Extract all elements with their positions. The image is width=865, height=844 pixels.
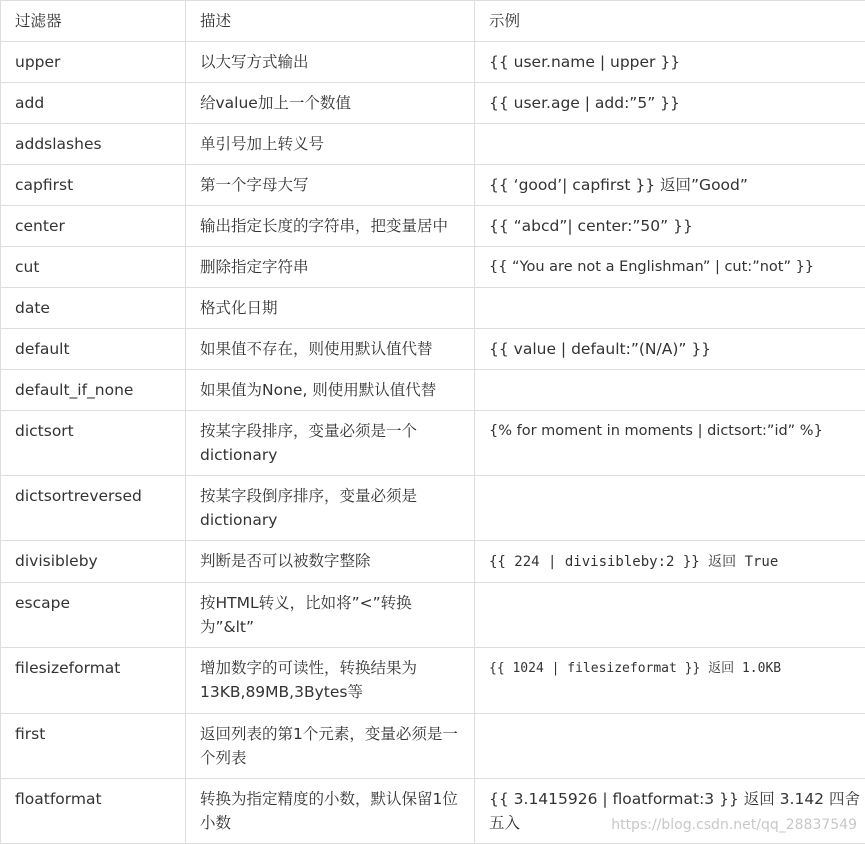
filter-example: {{ 224 | divisibleby:2 }} 返回 True	[475, 541, 865, 583]
filter-description: 按某字段倒序排序，变量必须是dictionary	[186, 476, 475, 541]
filter-description: 给value加上一个数值	[186, 83, 475, 124]
filter-description: 单引号加上转义号	[186, 124, 475, 165]
table-header-row	[1, 1, 865, 42]
table-row	[1, 370, 865, 411]
table-row	[1, 206, 865, 247]
table-row	[1, 583, 865, 648]
table-row	[1, 83, 865, 124]
filter-description: 格式化日期	[186, 288, 475, 329]
filter-name: dictsortreversed	[1, 476, 186, 541]
filter-description: 删除指定字符串	[186, 247, 475, 288]
filter-name: default_if_none	[1, 370, 186, 411]
table-row	[1, 648, 865, 714]
filter-description: 返回列表的第1个元素，变量必须是一个列表	[186, 714, 475, 779]
filter-description: 增加数字的可读性，转换结果为13KB,89MB,3Bytes等	[186, 648, 475, 714]
filter-name: upper	[1, 42, 186, 83]
table-row	[1, 329, 865, 370]
table-row	[1, 288, 865, 329]
watermark-text: https://blog.csdn.net/qq_28837549	[611, 817, 857, 833]
filter-example	[475, 288, 865, 329]
filter-name: first	[1, 714, 186, 779]
filter-description: 第一个字母大写	[186, 165, 475, 206]
filter-name: escape	[1, 583, 186, 648]
filter-example: {% for moment in moments | dictsort:”id” %}	[475, 411, 865, 476]
filter-description: 转换为指定精度的小数，默认保留1位小数	[186, 779, 475, 844]
filter-example: {{ user.age | add:”5” }}	[475, 83, 865, 124]
header-description: 描述	[186, 1, 475, 42]
table-row	[1, 779, 865, 844]
filter-name: divisibleby	[1, 541, 186, 583]
filter-description: 以大写方式输出	[186, 42, 475, 83]
filter-name: dictsort	[1, 411, 186, 476]
table-row	[1, 42, 865, 83]
table-row	[1, 411, 865, 476]
filter-description: 如果值不存在，则使用默认值代替	[186, 329, 475, 370]
filter-example: {{ 1024 | filesizeformat }} 返回 1.0KB	[475, 648, 865, 714]
filter-name: add	[1, 83, 186, 124]
filter-example	[475, 714, 865, 779]
filter-example: {{ user.name | upper }}	[475, 42, 865, 83]
table-row	[1, 165, 865, 206]
filter-example	[475, 370, 865, 411]
filter-example	[475, 476, 865, 541]
filter-example: {{ 3.1415926 | floatformat:3 }} 返回 3.142 四舍五入	[475, 779, 865, 844]
filter-name: date	[1, 288, 186, 329]
table-row	[1, 714, 865, 779]
filter-name: filesizeformat	[1, 648, 186, 714]
filter-example	[475, 124, 865, 165]
filter-description: 按HTML转义，比如将”<”转换为”&lt”	[186, 583, 475, 648]
filter-name: default	[1, 329, 186, 370]
table-row	[1, 541, 865, 583]
filter-example: {{ “You are not a Englishman” | cut:”not” }}	[475, 247, 865, 288]
header-example: 示例	[475, 1, 865, 42]
filter-description: 如果值为None, 则使用默认值代替	[186, 370, 475, 411]
filter-example: {{ “abcd”| center:”50” }}	[475, 206, 865, 247]
filter-description: 判断是否可以被数字整除	[186, 541, 475, 583]
table-row	[1, 476, 865, 541]
filter-name: addslashes	[1, 124, 186, 165]
header-filter: 过滤器	[1, 1, 186, 42]
filter-name: cut	[1, 247, 186, 288]
filter-name: floatformat	[1, 779, 186, 844]
filter-description: 输出指定长度的字符串，把变量居中	[186, 206, 475, 247]
filter-name: capfirst	[1, 165, 186, 206]
filter-example: {{ ‘good’| capfirst }} 返回”Good”	[475, 165, 865, 206]
table-row	[1, 124, 865, 165]
table-row	[1, 247, 865, 288]
filter-example: {{ value | default:”(N/A)” }}	[475, 329, 865, 370]
filter-description: 按某字段排序，变量必须是一个dictionary	[186, 411, 475, 476]
filter-name: center	[1, 206, 186, 247]
filter-example	[475, 583, 865, 648]
